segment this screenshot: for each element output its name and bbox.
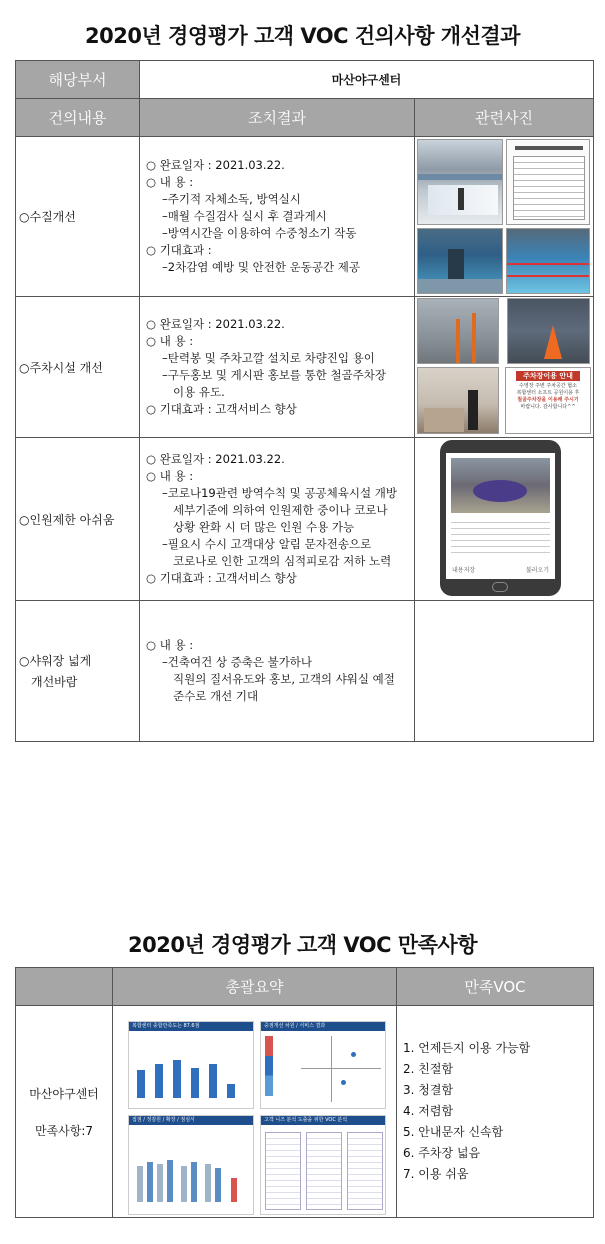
center-cell: 마산야구센터 만족사항:7 <box>16 1006 113 1218</box>
list-item: 5. 안내문자 신속함 <box>403 1125 504 1139</box>
col-summary-header: 총괄요약 <box>113 968 397 1006</box>
list-item: 3. 청결함 <box>403 1083 454 1097</box>
list-item: 6. 주차장 넓음 <box>403 1146 481 1160</box>
parking-bollards-photo <box>417 298 499 364</box>
phone-mockup: 내용저장 불러오기 <box>440 440 561 596</box>
section1-title: 2020년 경영평가 고객 VOC 건의사항 개선결과 <box>85 24 520 48</box>
blank-header <box>16 968 113 1006</box>
list-item: 2. 친절함 <box>403 1062 454 1076</box>
photo-cell-empty <box>415 601 594 742</box>
col-content-header: 건의내용 <box>16 99 140 137</box>
summary-panel: 접점 / 정감원 / 확장 / 점심식 <box>128 1115 254 1215</box>
result-capacity: ○ 완료일자 : 2021.03.22. ○ 내 용 : –코로나19관련 방역수칙 및 공공체육시설 개방 세부기준에 의하여 인원제한 중이나 코로나 상황 완화 시 더 많은 인원 수용 가능 –필요시 수시 고객대상 알림 문자전송으로 코로나로 인한 고객의 심적피로감 저하 노력 ○ 기대효과 : 고객서비스 향상 <box>140 438 415 601</box>
pool-cleaner-photo <box>417 228 503 294</box>
item-water: ○수질개선 <box>16 137 140 297</box>
pool-lanes-photo <box>506 228 590 294</box>
table-row <box>16 601 594 742</box>
home-button-icon <box>492 582 508 592</box>
list-item: 4. 저렴함 <box>403 1104 454 1118</box>
result-shower: ○ 내 용 : –건축여건 상 증축은 불가하나 직원의 질서유도와 홍보, 고객의 샤워실 예절 준수로 개선 기대 <box>140 601 415 742</box>
col-result-header: 조치결과 <box>140 99 415 137</box>
water-test-document <box>506 139 590 225</box>
summary-panel: 고객 니즈 분석 도출을 위한 VOC 분석 <box>260 1115 386 1215</box>
col-photo-header: 관련사진 <box>415 99 594 137</box>
list-item: 7. 이용 쉬움 <box>403 1167 469 1181</box>
dept-value: 마산야구센터 <box>140 61 594 99</box>
list-item: 1. 언제든지 이용 가능함 <box>403 1041 531 1055</box>
parking-notice-sign: 주차장이용 안내 수영장 주변 주차공간 협소 복합센터 소프트 공원이용 후 철골주차장을 이용해 주시기 바랍니다. 감사합니다^^ <box>505 367 591 434</box>
dept-header: 해당부서 <box>16 61 140 99</box>
item-capacity: ○인원제한 아쉬움 <box>16 438 140 601</box>
section2-title: 2020년 경영평가 고객 VOC 만족사항 <box>128 933 477 957</box>
item-parking: ○주차시설 개선 <box>16 297 140 438</box>
flower-photo <box>451 458 550 513</box>
col-voc-header: 만족VOC <box>397 968 594 1006</box>
summary-panel: 중점개선 차원 / 서비스 결과 <box>260 1021 386 1109</box>
item-shower: ○샤워장 넓게 개선바람 <box>16 601 140 742</box>
result-parking: ○ 완료일자 : 2021.03.22. ○ 내 용 : –탄력봉 및 주차고깔 설치로 차량진입 용이 –구두홍보 및 게시판 홍보를 통한 철골주차장 이용 유도. ○ 기대효과 : 고객서비스 향상 <box>140 297 415 438</box>
summary-panel: 복합센터 종합만족도는 87.6점 <box>128 1021 254 1109</box>
summary-report <box>128 1021 386 1215</box>
result-water: ○ 완료일자 : 2021.03.22. ○ 내 용 : –주기적 자체소독, 방역실시 –매월 수질검사 실시 후 결과게시 –방역시간을 이용하여 수중청소기 작동 ○ 기대효과 : –2차감염 예방 및 안전한 운동공간 제공 <box>140 137 415 297</box>
front-desk-photo <box>417 367 499 434</box>
parking-cone-photo <box>507 298 590 364</box>
pool-photo <box>417 139 503 225</box>
satisfaction-list <box>397 1006 594 1218</box>
